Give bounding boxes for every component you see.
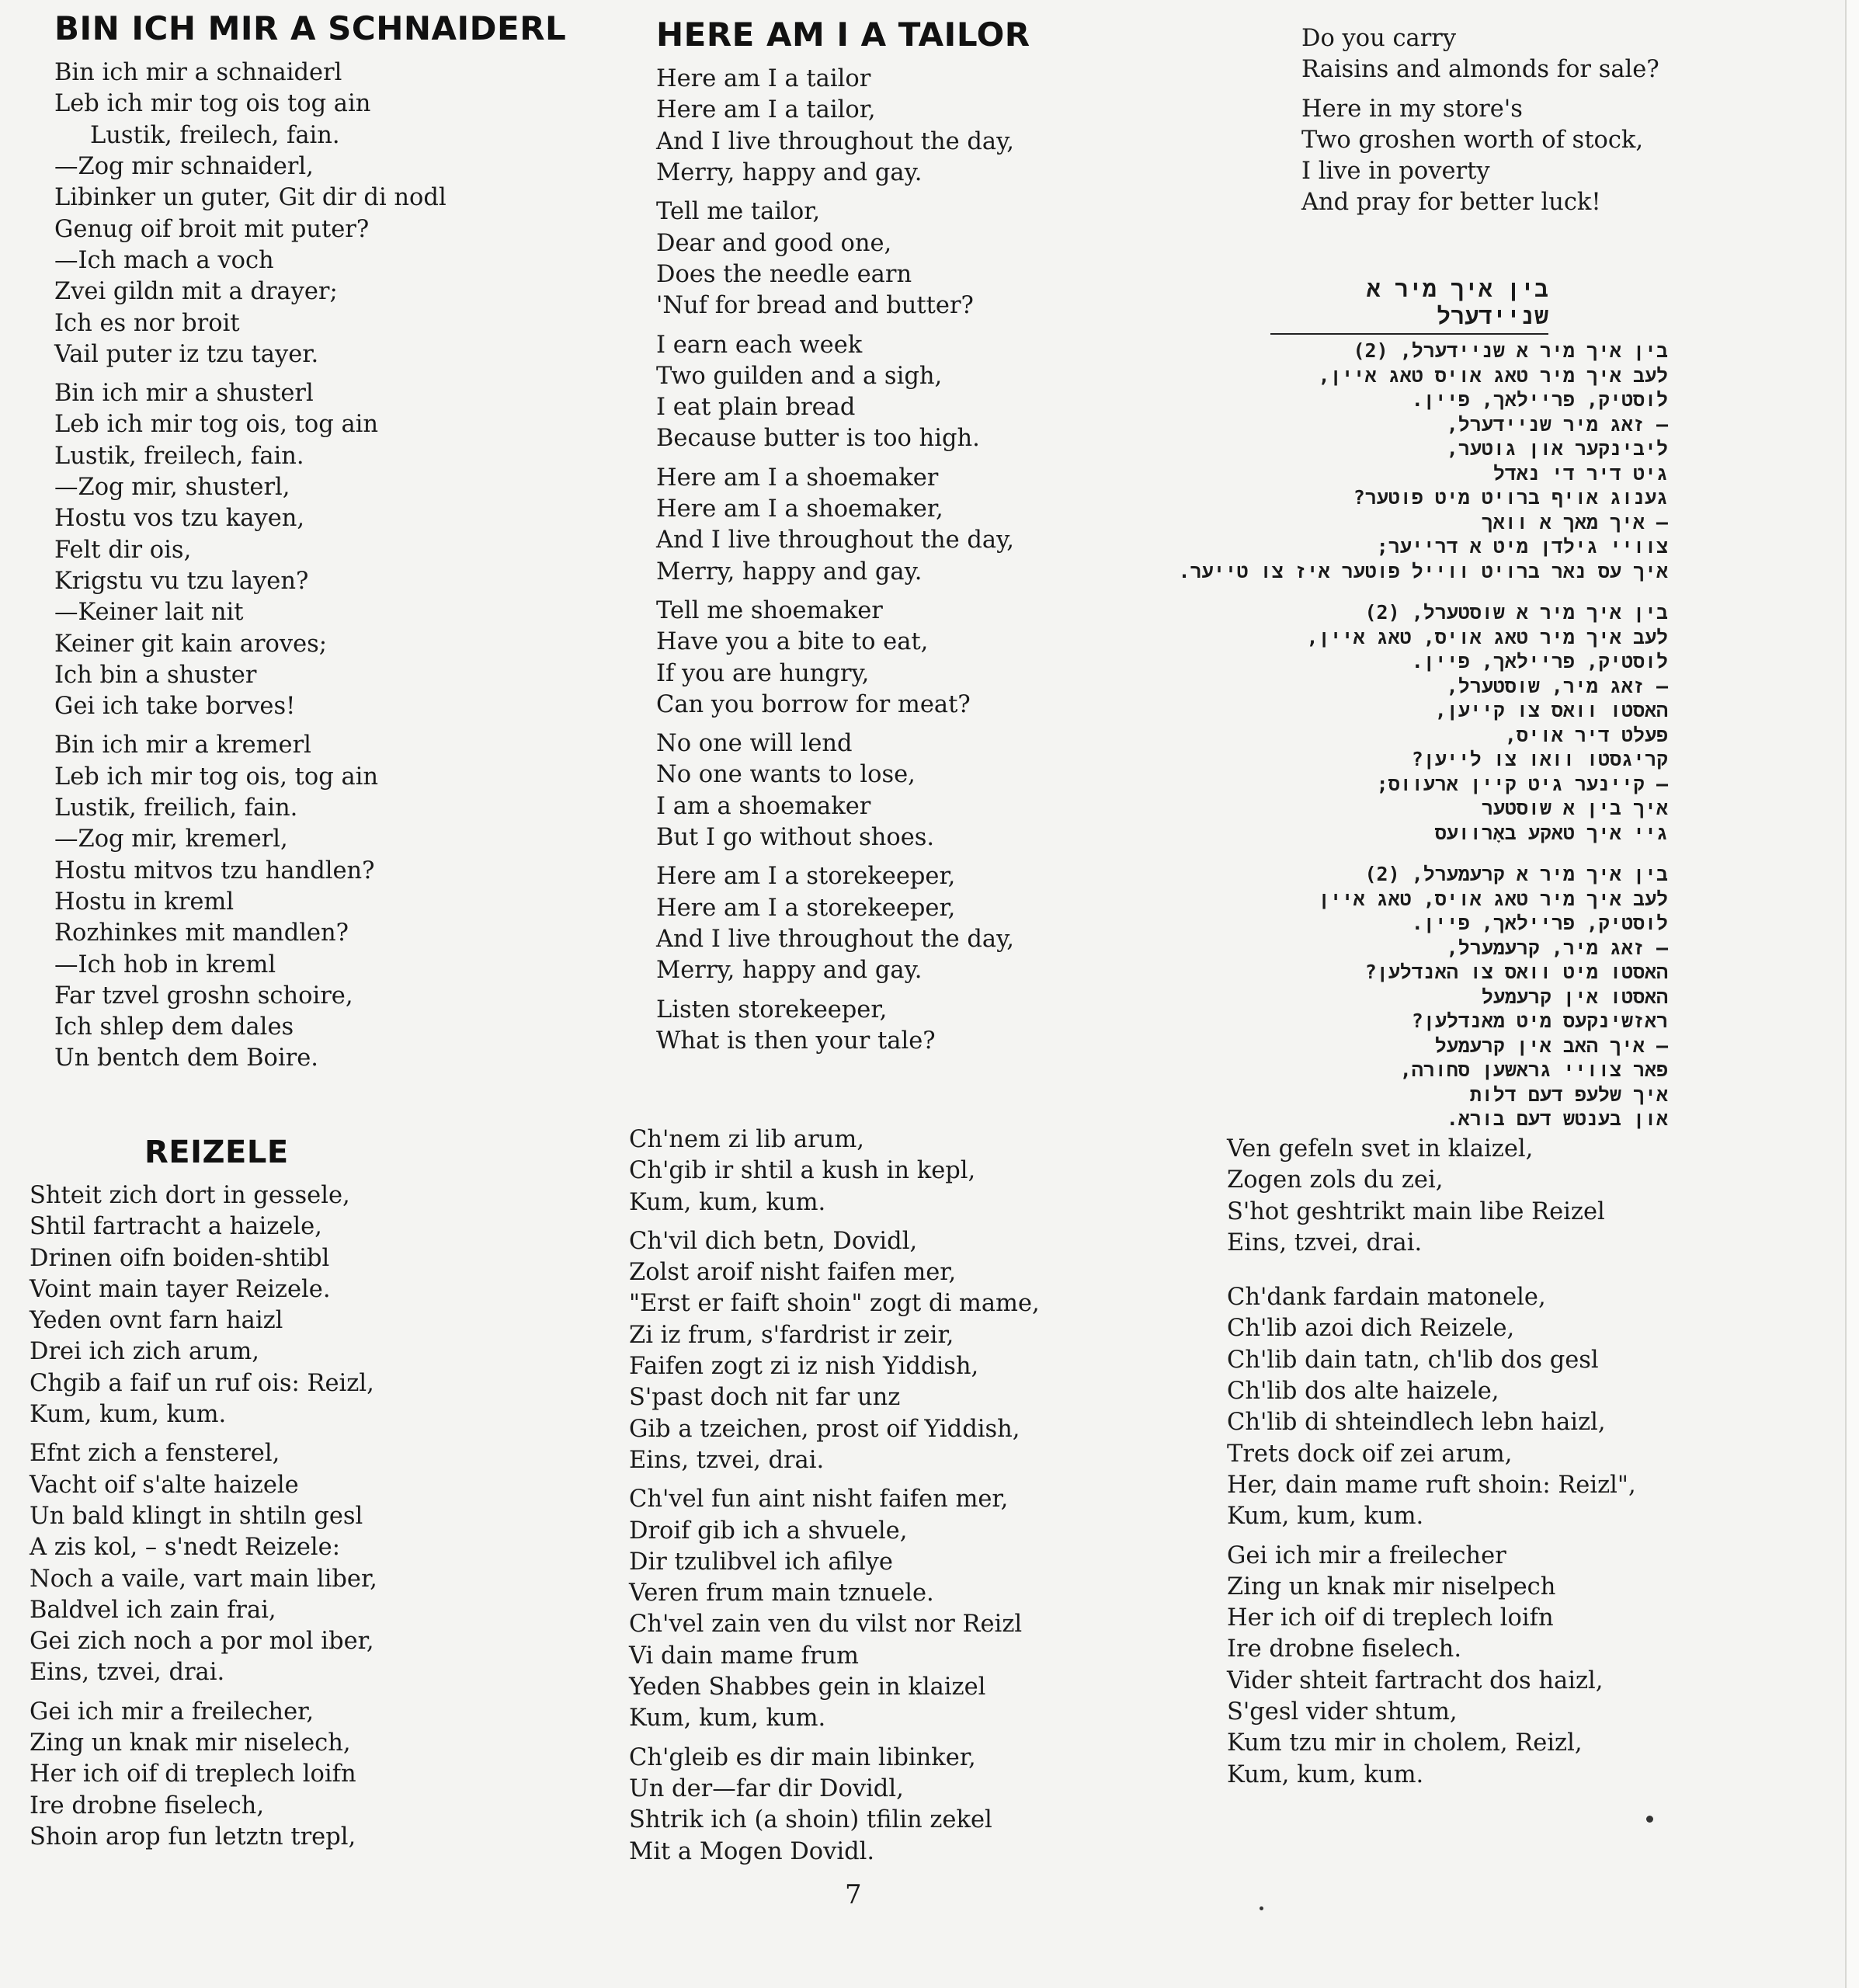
- stanza: [54, 57, 598, 370]
- lyric-line: איך בין א שוסטער: [1481, 797, 1668, 819]
- stanza: [656, 64, 1153, 189]
- lyric-line: Here am I a shoemaker,: [656, 495, 943, 523]
- ink-speck: [1260, 1906, 1263, 1910]
- lyric-line: Genug oif broit mit puter?: [54, 215, 370, 243]
- lyric-line: —Ich hob in kreml: [54, 951, 276, 978]
- lyric-line: Ire drobne fiselech.: [1227, 1635, 1462, 1663]
- reizele-column-2: [629, 1124, 1173, 1875]
- lyric-line: —Zog mir, kremerl,: [54, 825, 288, 853]
- lyric-line: ראזשינקעס מיט מאנדלען?: [1411, 1010, 1668, 1032]
- lyric-line: — זאג מיר, קרעמערל,: [1446, 936, 1668, 959]
- lyric-line: האסטו מיט וואס צו האנדלען?: [1364, 961, 1668, 983]
- lyric-line: Ch'dank fardain matonele,: [1227, 1284, 1546, 1312]
- stanza: [54, 378, 598, 722]
- stanza: [1227, 1541, 1770, 1791]
- lyric-line: Ch'vil dich betn, Dovidl,: [629, 1227, 918, 1255]
- lyric-line: איך עס נאר ברויט ווייל פוטער איז צו טייער.: [1178, 559, 1668, 582]
- lyric-line: Chgib a faif un ruf ois: Reizl,: [30, 1369, 374, 1397]
- lyric-line: Bin ich mir a kremerl: [54, 732, 311, 759]
- lyric-line: Kum, kum, kum.: [1227, 1760, 1424, 1788]
- lyric-line: Ich shlep dem dales: [54, 1013, 294, 1041]
- lyric-line: Gei ich mir a freilecher: [1227, 1541, 1506, 1569]
- lyric-line: But I go without shoes.: [656, 824, 935, 852]
- lyric-line: Here am I a tailor,: [656, 96, 876, 124]
- lyric-line: בין איך מיר א קרעמערל, (2): [1364, 863, 1668, 885]
- lyric-line: —Zog mir schnaiderl,: [54, 153, 314, 181]
- lyric-line: Yeden Shabbes gein in klaizel: [629, 1673, 986, 1701]
- lyric-line: Does the needle earn: [656, 260, 912, 288]
- stanza: [30, 1438, 573, 1688]
- stanza: [656, 728, 1153, 853]
- stanza: [629, 1226, 1173, 1476]
- stanza: [656, 995, 1153, 1058]
- lyric-line: האסטו אין קרעמעל: [1481, 985, 1668, 1008]
- lyric-line: Leb ich mir tog ois, tog ain: [54, 411, 379, 439]
- stanza: [1149, 339, 1668, 583]
- lyric-line: And I live throughout the day,: [656, 127, 1014, 155]
- lyric-line: בין איך מיר א שוסטערל, (2): [1364, 601, 1668, 624]
- lyric-line: Here am I a storekeeper,: [656, 863, 956, 891]
- lyric-line: Tell me tailor,: [656, 198, 821, 226]
- lyric-line: Ire drobne fiselech,: [30, 1792, 265, 1819]
- song-title-schnaiderl: BIN ICH MIR A SCHNAIDERL: [54, 9, 567, 47]
- lyric-line: — זאג מיר שניידערל,: [1446, 412, 1668, 436]
- lyric-line: איך שלעפ דעם דלות: [1469, 1083, 1668, 1106]
- stanza: [629, 1743, 1173, 1868]
- lyric-line: Hostu mitvos tzu handlen?: [54, 857, 375, 885]
- reizele-lyrics-col1: [30, 1180, 573, 1853]
- reizele-lyrics-col3: [1227, 1134, 1770, 1791]
- lyric-line: Lustik, freilech, fain.: [90, 121, 340, 149]
- stanza: [656, 463, 1153, 588]
- lyric-line: Gei zich noch a por mol iber,: [30, 1628, 374, 1656]
- lyric-line: Un bentch dem Boire.: [54, 1044, 318, 1072]
- lyric-line: 'Nuf for bread and butter?: [656, 292, 974, 320]
- tailor-lyrics: [656, 64, 1153, 1057]
- lyric-line: Ch'lib di shteindlech lebn haizl,: [1227, 1409, 1606, 1437]
- stanza: [54, 730, 598, 1074]
- lyric-line: Vider shteit fartracht dos haizl,: [1227, 1667, 1604, 1694]
- lyric-line: Droif gib ich a shvuele,: [629, 1517, 908, 1545]
- lyric-line: Baldvel ich zain frai,: [30, 1596, 276, 1624]
- page-number: 7: [845, 1879, 862, 1910]
- lyric-line: Kum tzu mir in cholem, Reizl,: [1227, 1729, 1583, 1757]
- lyric-line: —Keiner lait nit: [54, 599, 244, 627]
- lyric-line: לעב איך מיר טאג אויס, טאג איין: [1318, 887, 1668, 910]
- lyric-line: Faifen zogt zi iz nish Yiddish,: [629, 1353, 979, 1381]
- lyric-line: Her ich oif di treplech loifn: [1227, 1604, 1554, 1632]
- lyric-line: בין איך מיר א שניידערל, (2): [1353, 339, 1668, 362]
- lyric-line: Efnt zich a fensterel,: [30, 1440, 280, 1468]
- lyric-line: Here am I a tailor: [656, 65, 871, 93]
- schnaiderl-column: [54, 11, 598, 1083]
- lyric-line: Zi iz frum, s'fardrist ir zeir,: [629, 1321, 954, 1349]
- tailor-continuation-column: [1301, 23, 1767, 227]
- lyric-line: S'past doch nit far unz: [629, 1384, 901, 1412]
- lyric-line: לוסטיק, פריילאך, פיין.: [1411, 650, 1668, 673]
- lyric-line: Drinen oifn boiden-shtibl: [30, 1244, 330, 1272]
- lyric-line: Two groshen worth of stock,: [1301, 126, 1644, 154]
- lyric-line: And pray for better luck!: [1301, 189, 1601, 217]
- lyric-line: Do you carry: [1301, 25, 1457, 52]
- lyric-line: I live in poverty: [1301, 158, 1490, 186]
- stanza: [1227, 1282, 1770, 1532]
- stanza: [656, 861, 1153, 986]
- lyric-line: Zolst aroif nisht faifen mer,: [629, 1259, 957, 1287]
- lyric-line: Zogen zols du zei,: [1227, 1166, 1444, 1194]
- lyric-line: No one wants to lose,: [656, 761, 916, 789]
- lyric-line: האסטו וואס צו קייען,: [1434, 699, 1668, 721]
- lyric-line: Have you a bite to eat,: [656, 628, 929, 656]
- lyric-line: Her ich oif di treplech loifn: [30, 1760, 356, 1788]
- lyric-line: Kum, kum, kum.: [30, 1401, 227, 1429]
- stanza: [1149, 862, 1668, 1131]
- lyric-line: Kum, kum, kum.: [629, 1188, 826, 1216]
- song-title-tailor: HERE AM I A TAILOR: [656, 16, 1030, 54]
- lyric-line: Dir tzulibvel ich afilye: [629, 1548, 893, 1576]
- lyric-line: Merry, happy and gay.: [656, 558, 923, 586]
- lyric-line: Eins, tzvei, drai.: [629, 1446, 825, 1474]
- lyric-line: Her, dain mame ruft shoin: Reizl",: [1227, 1471, 1636, 1499]
- stanza: [629, 1484, 1173, 1734]
- lyric-line: Ich es nor broit: [54, 309, 240, 337]
- lyric-line: Krigstu vu tzu layen?: [54, 567, 309, 595]
- lyric-line: קריגסטו וואו צו לייען?: [1411, 748, 1668, 770]
- lyric-line: Noch a vaile, vart main liber,: [30, 1565, 377, 1593]
- lyric-line: Because butter is too high.: [656, 425, 980, 453]
- lyric-line: לוסטיק, פריילאך, פיין.: [1411, 912, 1668, 934]
- lyric-line: — קיינער גיט קיין ארעווס;: [1376, 772, 1668, 795]
- lyric-line: Gib a tzeichen, prost oif Yiddish,: [629, 1415, 1020, 1443]
- lyric-line: לעב איך מיר טאג אויס טאג איין,: [1318, 363, 1668, 387]
- lyric-line: Merry, happy and gay.: [656, 159, 923, 187]
- lyric-line: Here am I a shoemaker: [656, 464, 939, 492]
- lyric-line: Here in my store's: [1301, 95, 1523, 123]
- lyric-line: Felt dir ois,: [54, 536, 192, 564]
- stanza: [1227, 1134, 1770, 1259]
- lyric-line: Zing un knak mir niselpech: [1227, 1573, 1556, 1600]
- lyric-line: I earn each week: [656, 331, 863, 359]
- lyric-line: Two guilden and a sigh,: [656, 362, 943, 390]
- ink-speck: [1646, 1816, 1653, 1823]
- reizele-lyrics-col2: [629, 1124, 1173, 1868]
- lyric-line: לוסטיק, פריילאך, פיין.: [1411, 388, 1668, 411]
- lyric-line: Eins, tzvei, drai.: [1227, 1229, 1423, 1256]
- lyric-line: "Erst er faift shoin" zogt di mame,: [629, 1290, 1040, 1318]
- lyric-line: And I live throughout the day,: [656, 527, 1014, 554]
- lyric-line: Bin ich mir a shusterl: [54, 380, 314, 408]
- lyric-line: Gei ich take borves!: [54, 693, 296, 721]
- lyric-line: פעלט דיר אויס,: [1504, 723, 1668, 746]
- lyric-line: Un bald klingt in shtiln gesl: [30, 1502, 363, 1530]
- lyric-line: Libinker un guter, Git dir di nodl: [54, 184, 447, 212]
- lyric-line: Vail puter iz tzu tayer.: [54, 340, 319, 368]
- lyric-line: גיט דיר די נאדל: [1492, 461, 1668, 485]
- lyric-line: S'gesl vider shtum,: [1227, 1698, 1458, 1726]
- lyric-line: Far tzvel groshn schoire,: [54, 982, 353, 1010]
- stanza: [656, 330, 1153, 455]
- lyric-line: Rozhinkes mit mandlen?: [54, 919, 349, 947]
- lyric-line: Ch'gleib es dir main libinker,: [629, 1743, 976, 1771]
- lyric-line: And I live throughout the day,: [656, 925, 1014, 953]
- lyric-line: Keiner git kain aroves;: [54, 630, 328, 658]
- lyric-line: Raisins and almonds for sale?: [1301, 56, 1659, 84]
- lyric-line: Tell me shoemaker: [656, 596, 883, 624]
- lyric-line: Lustik, freilich, fain.: [54, 794, 298, 822]
- lyric-line: Ich bin a shuster: [54, 661, 257, 689]
- lyric-line: Bin ich mir a schnaiderl: [54, 59, 342, 87]
- stanza: [629, 1124, 1173, 1218]
- lyric-line: Zvei gildn mit a drayer;: [54, 278, 338, 306]
- lyric-line: Ch'nem zi lib arum,: [629, 1126, 864, 1153]
- lyric-line: Ch'lib azoi dich Reizele,: [1227, 1315, 1515, 1343]
- lyric-line: Ch'lib dos alte haizele,: [1227, 1378, 1499, 1406]
- yiddish-song-title: בין איך מיר א שניידערל: [1270, 276, 1548, 335]
- stanza: [656, 196, 1153, 321]
- lyric-line: Kum, kum, kum.: [629, 1705, 826, 1733]
- yiddish-lyrics: [1149, 339, 1668, 1149]
- stanza: [1301, 23, 1767, 86]
- lyric-line: Dear and good one,: [656, 229, 892, 257]
- lyric-line: Hostu vos tzu kayen,: [54, 505, 305, 533]
- lyric-line: Yeden ovnt farn haizl: [30, 1307, 283, 1335]
- lyric-line: Hostu in kreml: [54, 888, 235, 916]
- lyric-line: Veren frum main tznuele.: [629, 1580, 934, 1607]
- lyric-line: ליבינקער און גוטער,: [1446, 437, 1668, 460]
- song-title-reizele: REIZELE: [144, 1135, 289, 1170]
- schnaiderl-lyrics: [54, 57, 598, 1075]
- lyric-line: What is then your tale?: [656, 1027, 936, 1055]
- lyric-line: Can you borrow for meat?: [656, 690, 971, 718]
- stanza: [656, 596, 1153, 721]
- lyric-line: Drei ich zich arum,: [30, 1338, 259, 1366]
- lyric-line: Ch'gib ir shtil a kush in kepl,: [629, 1157, 976, 1185]
- lyric-line: Shoin arop fun letztn trepl,: [30, 1823, 356, 1851]
- lyric-line: Shtrik ich (a shoin) tfilin zekel: [629, 1806, 992, 1834]
- lyric-line: A zis kol, – s'nedt Reizele:: [30, 1534, 340, 1562]
- reizele-column-1: [30, 1135, 573, 1861]
- lyric-line: Merry, happy and gay.: [656, 957, 923, 985]
- lyric-line: Eins, tzvei, drai.: [30, 1659, 225, 1687]
- lyric-line: Listen storekeeper,: [656, 996, 888, 1024]
- lyric-line: Voint main tayer Reizele.: [30, 1275, 331, 1303]
- lyric-line: —Ich mach a voch: [54, 246, 274, 274]
- stanza: [30, 1180, 573, 1430]
- lyric-line: Vi dain mame frum: [629, 1642, 859, 1670]
- lyric-line: Trets dock oif zei arum,: [1227, 1440, 1513, 1468]
- lyric-line: No one will lend: [656, 730, 853, 758]
- lyric-line: Ven gefeln svet in klaizel,: [1227, 1135, 1534, 1163]
- lyric-line: Ch'vel fun aint nisht faifen mer,: [629, 1486, 1009, 1514]
- lyric-line: Un der—far dir Dovidl,: [629, 1774, 904, 1802]
- lyric-line: און בענטש דעם בורא.: [1446, 1107, 1668, 1130]
- lyric-line: — זאג מיר, שוסטערל,: [1446, 674, 1668, 697]
- lyric-line: Shteit zich dort in gessele,: [30, 1182, 350, 1209]
- tailor-column: [656, 17, 1153, 1065]
- lyric-line: Here am I a storekeeper,: [656, 894, 956, 922]
- lyric-line: Mit a Mogen Dovidl.: [629, 1837, 875, 1865]
- lyric-line: S'hot geshtrikt main libe Reizel: [1227, 1197, 1605, 1225]
- stanza: [30, 1697, 573, 1853]
- lyric-line: Shtil fartracht a haizele,: [30, 1213, 322, 1241]
- lyric-line: — איך האב אין קרעמעל: [1434, 1034, 1668, 1057]
- lyric-line: Kum, kum, kum.: [1227, 1503, 1424, 1531]
- lyric-line: Zing un knak mir niselech,: [30, 1729, 351, 1757]
- stanza: [1301, 94, 1767, 219]
- lyric-line: Leb ich mir tog ois, tog ain: [54, 763, 379, 791]
- lyric-line: גענוג אויף ברויט מיט פוטער?: [1353, 486, 1668, 509]
- lyric-line: — איך מאך א וואך: [1481, 510, 1668, 533]
- lyric-line: Leb ich mir tog ois tog ain: [54, 90, 371, 118]
- reizele-column-3: [1227, 1134, 1770, 1799]
- lyric-line: Vacht oif s'alte haizele: [30, 1471, 299, 1499]
- lyric-line: לעב איך מיר טאג אויס, טאג איין,: [1306, 625, 1668, 648]
- stanza: [1149, 600, 1668, 845]
- lyric-line: Ch'vel zain ven du vilst nor Reizl: [629, 1611, 1023, 1639]
- lyric-line: I am a shoemaker: [656, 792, 871, 820]
- lyric-line: If you are hungry,: [656, 659, 870, 687]
- lyric-line: I eat plain bread: [656, 394, 856, 422]
- lyric-line: Ch'lib dain tatn, ch'lib dos gesl: [1227, 1346, 1599, 1374]
- lyric-line: —Zog mir, shusterl,: [54, 474, 290, 502]
- lyric-line: גיי איך טאקע באָרוועס: [1434, 821, 1668, 844]
- lyric-line: פאר צוויי גראשען סחורה,: [1399, 1058, 1668, 1081]
- tailor-continuation-lyrics: [1301, 23, 1767, 219]
- lyric-line: Gei ich mir a freilecher,: [30, 1698, 314, 1726]
- lyric-line: צוויי גילדן מיט א דרייער;: [1376, 535, 1668, 558]
- lyric-line: Lustik, freilech, fain.: [54, 442, 304, 470]
- page-edge: [1845, 0, 1859, 1988]
